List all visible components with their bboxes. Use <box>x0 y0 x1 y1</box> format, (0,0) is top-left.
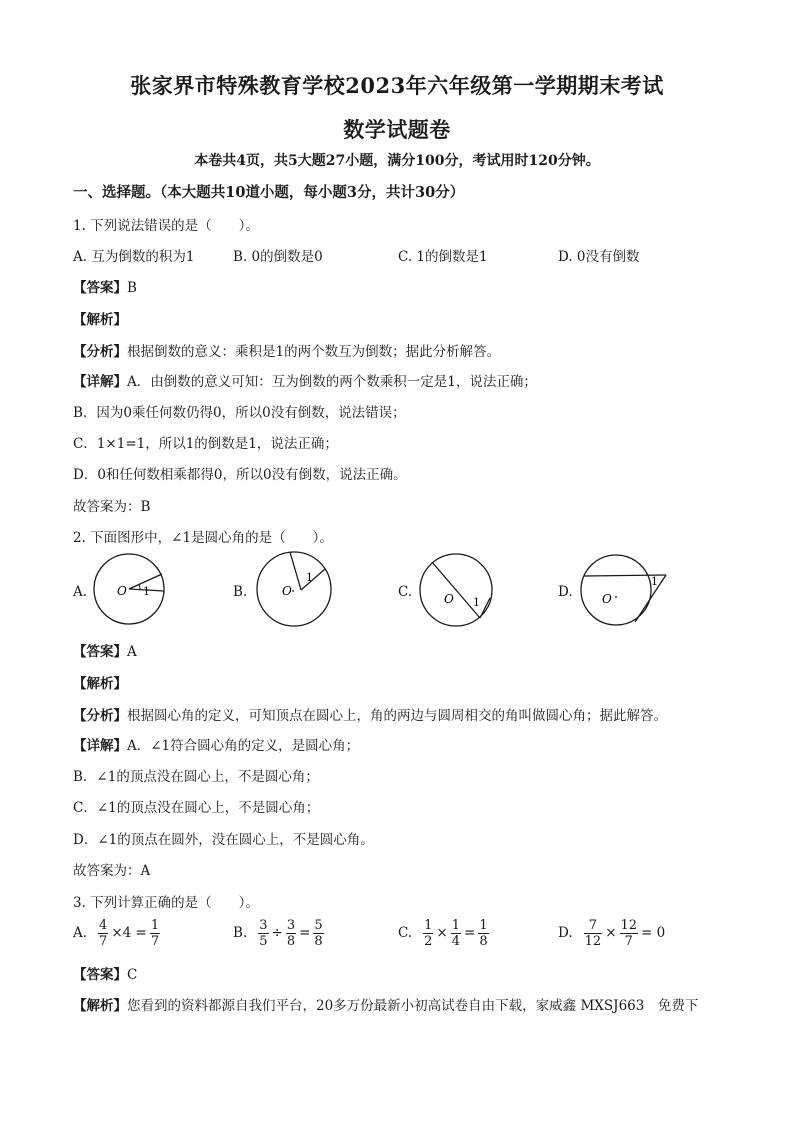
analysis-label: 【解析】 <box>73 312 127 328</box>
q2-answer <box>73 640 137 660</box>
answer-label: 【答案】 <box>73 644 127 660</box>
q1-conclusion: 故答案为：B <box>73 499 151 515</box>
q3-c-op2: = <box>464 925 476 941</box>
q3-answer-value: C <box>127 967 138 983</box>
q1-option-d: D. 0没有倒数 <box>558 249 640 265</box>
q3-b-op2: = <box>299 925 311 941</box>
analysis-label: 【解析】 <box>73 676 127 692</box>
q3-c-frac3 <box>478 918 488 949</box>
q1-stem: 1. 下列说法错误的是（ ）。 <box>73 218 259 234</box>
q3-stem: 3. 下列计算正确的是（ ）。 <box>73 895 259 911</box>
q3-answer <box>73 963 137 983</box>
q2-detail-c: C．∠1的顶点没在圆心上，不是圆心角； <box>73 800 320 816</box>
q3-b-frac3 <box>313 918 323 949</box>
q2-fenxi <box>73 704 667 724</box>
q3-a-frac2 <box>150 918 160 949</box>
q1-fenxi-text: 根据倒数的意义：乘积是1的两个数互为倒数；据此分析解答。 <box>127 344 501 360</box>
q1-option-b: B. 0的倒数是0 <box>233 249 323 265</box>
q3-option-b <box>233 915 325 951</box>
answer-label: 【答案】 <box>73 280 127 296</box>
q2-option-b-letter: B. <box>233 584 248 600</box>
q3-d-d1: 12 <box>584 933 602 949</box>
analysis-label: 【解析】 <box>73 998 127 1014</box>
q3-b-n3: 5 <box>314 917 323 933</box>
q1-answer-value: B <box>127 280 137 296</box>
xiangjie-label: 【详解】 <box>73 374 127 390</box>
q2-detail-d: D．∠1的顶点在圆外，没在圆心上，不是圆心角。 <box>73 832 374 848</box>
q3-d-letter: D. <box>558 925 573 941</box>
q3-option-c <box>398 915 490 951</box>
q2-answer-value: A <box>127 644 137 660</box>
q3-d-frac2 <box>620 918 639 949</box>
q1-detail-d: D．0和任何数相乘都得0，所以0没有倒数，说法正确。 <box>73 467 407 483</box>
q3-a-op: ×4 = <box>111 925 147 941</box>
q3-analysis <box>73 994 698 1014</box>
q1-analysis-label <box>73 308 127 328</box>
q3-b-n2: 3 <box>286 917 296 933</box>
q2-c-o-label: O <box>444 592 454 606</box>
q3-a-expression <box>97 918 161 949</box>
q2-c-angle-label: 1 <box>473 596 480 609</box>
answer-label: 【答案】 <box>73 967 127 983</box>
q1-option-c: C. 1的倒数是1 <box>398 249 488 265</box>
q3-d-op1: × <box>605 925 617 941</box>
q3-b-d2: 8 <box>286 933 296 949</box>
q1-detail-b: B．因为0乘任何数仍得0，所以0没有倒数，说法错误； <box>73 405 406 421</box>
q2-option-a-letter: A. <box>73 584 88 600</box>
q2-detail-a <box>73 734 359 754</box>
q3-analysis-text: 您看到的资料都源自我们平台，20多万份最新小初高试卷自由下载，家威鑫 MXSJ663 免费下 <box>127 998 699 1014</box>
q3-c-d1: 2 <box>424 933 433 949</box>
q3-d-expression <box>583 918 668 949</box>
q2-figure-b <box>255 550 335 630</box>
q2-conclusion: 故答案为：A <box>73 863 151 879</box>
q3-c-op1: × <box>436 925 448 941</box>
q2-detail-a-text: A．∠1符合圆心角的定义，是圆心角； <box>127 738 360 754</box>
q2-fenxi-text: 根据圆心角的定义，可知顶点在圆心上，角的两边与圆周相交的角叫做圆心角；据此解答。 <box>127 708 667 724</box>
q3-d-n1: 7 <box>584 918 603 934</box>
q3-b-frac2 <box>286 918 296 949</box>
q3-b-d3: 8 <box>314 933 323 949</box>
q3-a-d1: 7 <box>99 933 108 949</box>
q1-answer <box>73 276 137 296</box>
q3-c-letter: C. <box>398 925 413 941</box>
q2-figure-a <box>92 552 172 632</box>
q3-d-n2: 12 <box>620 917 638 933</box>
q3-a-frac1 <box>98 918 108 949</box>
q3-b-op1: ÷ <box>271 925 283 941</box>
q2-option-c-letter: C. <box>398 584 413 600</box>
q2-b-o-label: O <box>282 584 292 598</box>
xiangjie-label: 【详解】 <box>73 738 127 754</box>
q3-c-n1: 1 <box>424 917 433 933</box>
q3-b-n1: 3 <box>259 917 268 933</box>
exam-intro: 本卷共4页，共5大题27小题，满分100分，考试用时120分钟。 <box>194 153 600 169</box>
q3-a-d2: 7 <box>150 933 160 949</box>
q3-c-d2: 4 <box>451 933 461 949</box>
q2-analysis-label <box>73 672 127 692</box>
q1-option-a: A. 互为倒数的积为1 <box>73 249 195 265</box>
q3-d-frac1 <box>584 918 603 949</box>
q3-b-expression <box>257 918 324 949</box>
q2-detail-b: B．∠1的顶点没在圆心上，不是圆心角； <box>73 769 319 785</box>
q3-c-frac2 <box>451 918 461 949</box>
document-subtitle: 数学试题卷 <box>343 117 451 142</box>
document-title: 张家界市特殊教育学校2023年六年级第一学期期末考试 <box>130 73 664 98</box>
q2-option-d-letter: D. <box>558 584 573 600</box>
q3-c-n3: 1 <box>479 917 488 933</box>
q3-a-letter: A. <box>73 925 88 941</box>
q1-detail-a-text: A．由倒数的意义可知：互为倒数的两个数乘积一定是1，说法正确； <box>127 374 537 390</box>
q3-c-expression <box>422 918 489 949</box>
q2-figure-c <box>418 552 498 632</box>
q3-b-frac1 <box>258 918 268 949</box>
q2-b-angle-label: 1 <box>306 571 313 584</box>
q3-option-a <box>73 915 161 951</box>
q2-figure-d <box>578 552 674 632</box>
q2-d-angle-label: 1 <box>651 575 658 588</box>
q3-c-d3: 8 <box>479 933 488 949</box>
q1-detail-a <box>73 370 537 390</box>
q3-option-d <box>558 915 667 951</box>
q2-stem: 2. 下面图形中，∠1是圆心角的是（ ）。 <box>73 530 333 546</box>
q3-d-op2: = 0 <box>641 925 666 941</box>
q3-b-letter: B. <box>233 925 248 941</box>
q3-a-n2: 1 <box>150 917 160 933</box>
q2-a-o-label: O <box>117 584 127 598</box>
q2-a-angle-label: 1 <box>143 585 150 598</box>
q3-c-n2: 1 <box>451 917 461 933</box>
q1-detail-c: C．1×1=1，所以1的倒数是1，说法正确； <box>73 436 338 452</box>
q1-fenxi <box>73 340 500 360</box>
section-heading: 一、选择题。（本大题共10道小题，每小题3分，共计30分） <box>73 184 465 201</box>
q3-d-d2: 7 <box>624 933 633 949</box>
q2-d-o-label: O <box>602 592 612 606</box>
q3-a-n1: 4 <box>99 917 108 933</box>
fenxi-label: 【分析】 <box>73 708 127 724</box>
q3-c-frac1 <box>423 918 433 949</box>
fenxi-label: 【分析】 <box>73 344 127 360</box>
q3-b-d1: 5 <box>259 933 268 949</box>
